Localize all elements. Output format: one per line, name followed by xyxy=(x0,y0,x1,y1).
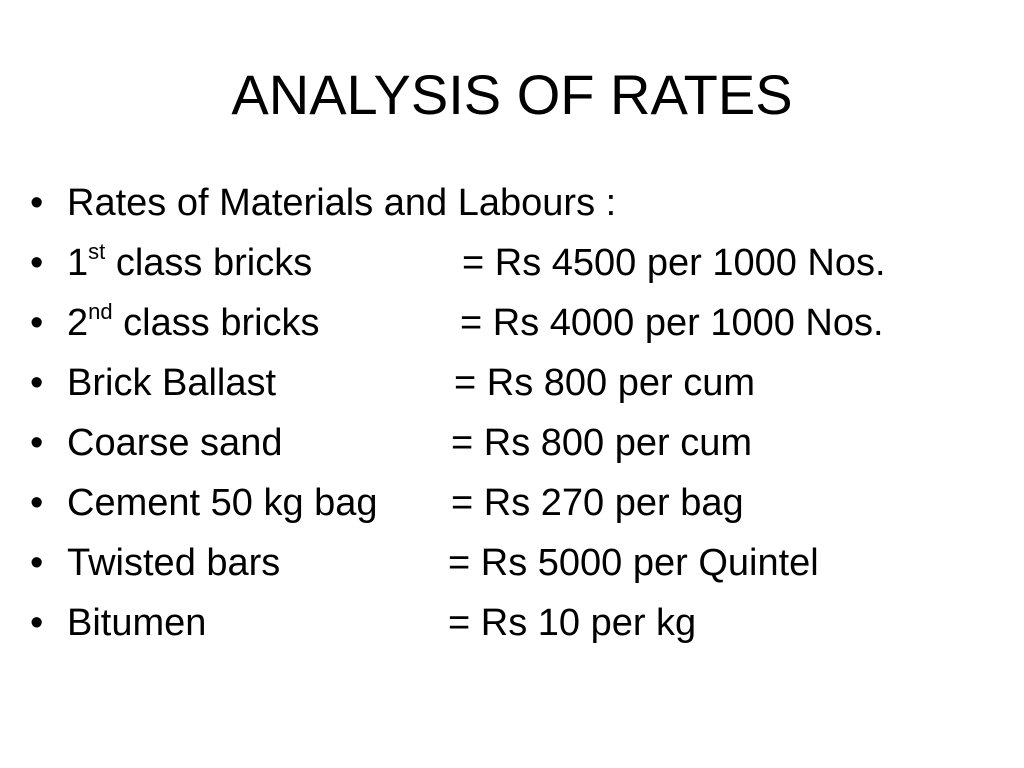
item-value: = Rs 800 per cum xyxy=(451,422,752,464)
list-item-first-class-bricks xyxy=(30,240,1000,286)
bullet-icon: • xyxy=(30,542,44,584)
item-label-main: 1 xyxy=(67,242,89,284)
item-label: Coarse sand xyxy=(67,422,283,464)
bullet-icon: • xyxy=(30,482,44,524)
item-value: = Rs 10 per kg xyxy=(448,602,697,644)
list-item-twisted-bars xyxy=(30,540,1000,586)
item-value: = Rs 4500 per 1000 Nos. xyxy=(462,242,886,284)
item-label: Cement 50 kg bag xyxy=(67,482,378,524)
item-label xyxy=(67,300,460,346)
list-item-bitumen xyxy=(30,600,1000,646)
list-item-second-class-bricks xyxy=(30,300,1000,346)
item-label-superscript: nd xyxy=(88,299,113,325)
item-label-superscript: st xyxy=(88,239,106,265)
slide-title: ANALYSIS OF RATES xyxy=(231,63,793,126)
item-label xyxy=(67,240,462,286)
item-value: = Rs 270 per bag xyxy=(451,482,744,524)
item-label-rest: class bricks xyxy=(105,242,313,284)
item-label: Bitumen xyxy=(67,602,207,644)
bullet-icon: • xyxy=(30,242,44,284)
item-value: = Rs 5000 per Quintel xyxy=(448,542,819,584)
bullet-list xyxy=(30,180,1000,660)
bullet-icon: • xyxy=(30,602,44,644)
list-item-intro xyxy=(30,180,1000,226)
item-value: = Rs 800 per cum xyxy=(454,362,755,404)
item-label: Brick Ballast xyxy=(67,362,277,404)
list-item-coarse-sand xyxy=(30,420,1000,466)
bullet-icon: • xyxy=(30,182,44,224)
list-item-cement xyxy=(30,480,1000,526)
list-item-brick-ballast xyxy=(30,360,1000,406)
bullet-icon: • xyxy=(30,422,44,464)
item-label-rest: class bricks xyxy=(112,302,320,344)
bullet-icon: • xyxy=(30,362,44,404)
item-label-main: 2 xyxy=(67,302,89,344)
bullet-icon: • xyxy=(30,302,44,344)
item-label: Twisted bars xyxy=(67,542,281,584)
item-value: = Rs 4000 per 1000 Nos. xyxy=(460,302,884,344)
item-label: Rates of Materials and Labours : xyxy=(67,182,617,224)
